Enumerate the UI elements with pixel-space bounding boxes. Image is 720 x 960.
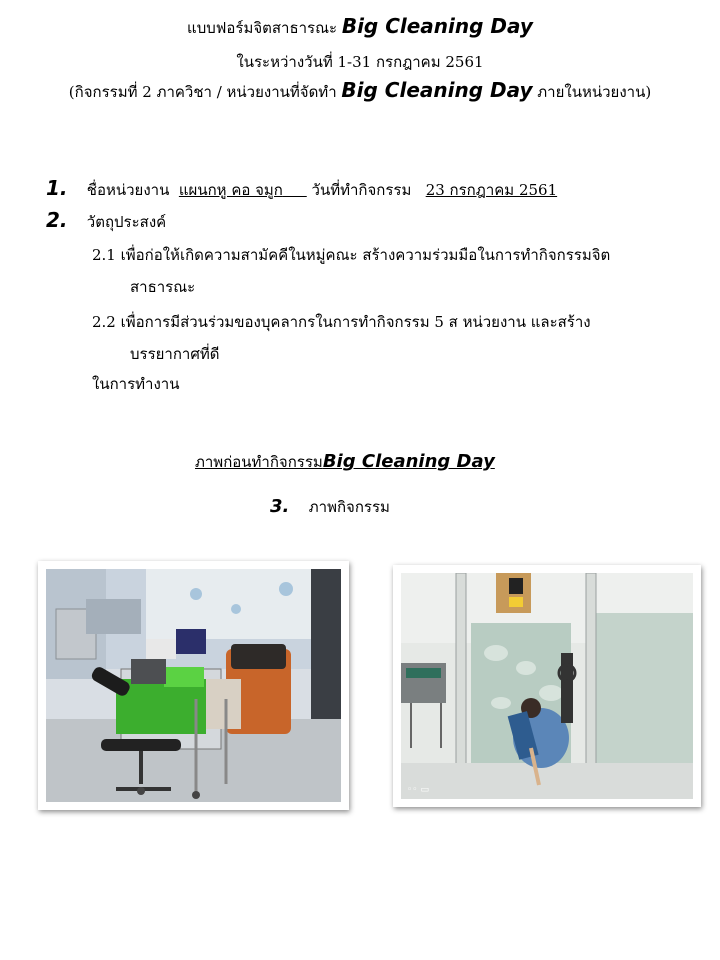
- objective-2-2-line2: บรรยากาศที่ดี: [130, 345, 220, 363]
- objective-2-1-line2: สาธารณะ: [130, 278, 196, 296]
- before-heading-thai: ภาพก่อนทำกิจกรรม: [195, 453, 323, 471]
- activity-note-prefix: (กิจกรรมที่ 2 ภาควิชา / หน่วยงานที่จัดทำ: [68, 83, 337, 101]
- unit-value: แผนกหู คอ จมูก: [178, 181, 283, 199]
- staff-cleaning-floor-photo: [393, 565, 701, 807]
- activity-date-value: 23 กรกฎาคม 2561: [425, 181, 558, 199]
- before-activity-heading: [195, 450, 495, 474]
- activity-photos-label: ภาพกิจกรรม: [308, 498, 390, 516]
- cleaning-scene-illustration: [401, 573, 693, 799]
- form-title-english: Big Cleaning Day: [341, 14, 533, 38]
- item-number: 3.: [270, 496, 290, 517]
- objective-2-1-line1: 2.1 เพื่อก่อให้เกิดความสามัคคีในหมู่คณะ สร้างความร่วมมือในการทำกิจกรรมจิต: [92, 246, 611, 264]
- form-date-range: ในระหว่างวันที่ 1-31 กรกฎาคม 2561: [236, 53, 484, 71]
- item-activity-photos: [270, 495, 390, 519]
- cluttered-trolley-photo: [38, 561, 349, 810]
- item-number: 1.: [46, 176, 68, 200]
- form-activity-note: [0, 78, 720, 104]
- svg-text:◦◦ ▭: ◦◦ ▭: [407, 785, 429, 795]
- item-unit-name: [46, 176, 557, 202]
- activity-note-english: Big Cleaning Day: [341, 78, 533, 102]
- activity-date-label: วันที่ทำกิจกรรม: [311, 181, 412, 199]
- form-title-thai: แบบฟอร์มจิตสาธารณะ: [187, 19, 338, 37]
- item-objectives: [46, 208, 166, 234]
- objective-2-2-line1: 2.2 เพื่อการมีส่วนร่วมของบุคลากรในการทำกิจกรรม 5 ส หน่วยงาน และสร้าง: [92, 313, 591, 331]
- unit-label: ชื่อหน่วยงาน: [86, 181, 170, 199]
- objective-2-2-line3: ในการทำงาน: [92, 375, 180, 393]
- activity-note-suffix: ภายในหน่วยงาน): [537, 83, 652, 101]
- objectives-label: วัตถุประสงค์: [86, 213, 167, 231]
- before-heading-english: Big Cleaning Day: [322, 451, 495, 472]
- trolley-scene-illustration: [46, 569, 341, 802]
- item-number: 2.: [46, 208, 68, 232]
- form-title: [0, 14, 720, 40]
